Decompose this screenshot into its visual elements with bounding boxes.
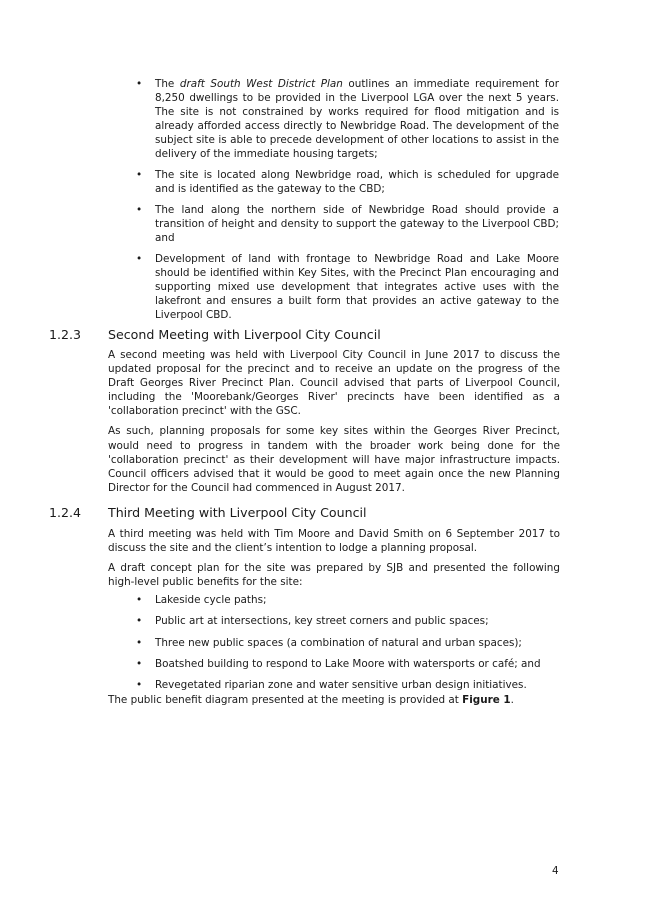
page-number: 4 [552, 865, 559, 877]
section-title: Second Meeting with Liverpool City Council [108, 327, 381, 342]
list-item-text: Boatshed building to respond to Lake Moore with watersports or café; and [155, 657, 541, 670]
paragraph: A third meeting was held with Tim Moore and David Smith on 6 September 2017 to discuss the site and the client’s intention to lodge a planning proposal. [108, 528, 560, 555]
list-item-text: The site is located along Newbridge road, which is scheduled for upgrade and is identified as the gateway to the CBD; [155, 169, 559, 196]
key-points-list [131, 77, 559, 329]
bullet-icon: • [136, 615, 143, 628]
list-item [131, 593, 559, 607]
list-item [131, 678, 559, 692]
list-item-text: The land along the northern side of Newbridge Road should provide a transition of height and density to support the gateway to the Liverpool CBD; and [155, 203, 559, 244]
bullet-icon: • [136, 657, 143, 670]
paragraph: A draft concept plan for the site was prepared by SJB and presented the following high-level public benefits for the site: [108, 562, 560, 589]
list-item [131, 168, 559, 196]
list-item-text: The [155, 78, 180, 90]
figure-reference-link[interactable]: Figure 1 [462, 694, 511, 706]
list-item [131, 252, 559, 322]
closing-paragraph [108, 693, 560, 713]
list-item [131, 77, 559, 162]
bullet-icon: • [136, 594, 143, 606]
section-body [108, 527, 560, 595]
bullet-icon: • [136, 169, 143, 182]
bullet-icon: • [136, 252, 143, 265]
list-item [131, 614, 559, 628]
list-item-text: outlines an immediate requirement for 8,250 dwellings to be provided in the Liverpool LGA over the next 5 years. The site is not constrained by works required for flood mitigation and is already afforded access directly to Newbridge Road. The development of the subject site is able to precede development of other locations to assist in the delivery of the immediate housing targets; [155, 78, 559, 161]
paragraph: As such, planning proposals for some key sites within the Georges River Precinct, would need to progress in tandem with the broader work being done for the 'collaboration precinct' as their development will have major infrastructure impacts. Council officers advised that it would be good to meet again once the new Planning Director for the Council had commenced in August 2017. [108, 425, 560, 494]
benefits-list [131, 593, 559, 699]
section-number: 1.2.4 [49, 505, 82, 520]
paragraph: A second meeting was held with Liverpool City Council in June 2017 to discuss the updated proposal for the precinct and to receive an update on the progress of the Draft Georges River Precinct Plan. Council advised that parts of Liverpool Council, including the 'Moorebank/Georges River' precincts have been identified as a 'collaboration precinct' with the GSC. [108, 349, 560, 418]
list-item-text: Three new public spaces (a combination of natural and urban spaces); [155, 636, 522, 649]
list-item [131, 636, 559, 650]
plan-title: draft South West District Plan [179, 78, 343, 90]
list-item-text: Development of land with frontage to Newbridge Road and Lake Moore should be identified within Key Sites, with the Precinct Plan encouraging and supporting mixed use development that integrates active uses with the lakefront and ensures a built form that provides an active gateway to the Liverpool CBD. [155, 252, 559, 321]
list-item [131, 657, 559, 671]
list-item [131, 203, 559, 245]
list-item-text: Public art at intersections, key street corners and public spaces; [155, 615, 489, 628]
list-item-text: Lakeside cycle paths; [155, 594, 267, 606]
bullet-icon: • [136, 78, 143, 90]
list-item-text: Revegetated riparian zone and water sensitive urban design initiatives. [155, 679, 527, 692]
paragraph-text: . [510, 694, 514, 706]
section-number: 1.2.3 [49, 327, 82, 342]
paragraph-text: The public benefit diagram presented at the meeting is provided at [108, 694, 463, 706]
section-body [108, 348, 560, 501]
bullet-icon: • [136, 679, 143, 692]
bullet-icon: • [136, 636, 143, 649]
bullet-icon: • [136, 203, 143, 216]
section-title: Third Meeting with Liverpool City Council [108, 505, 367, 520]
